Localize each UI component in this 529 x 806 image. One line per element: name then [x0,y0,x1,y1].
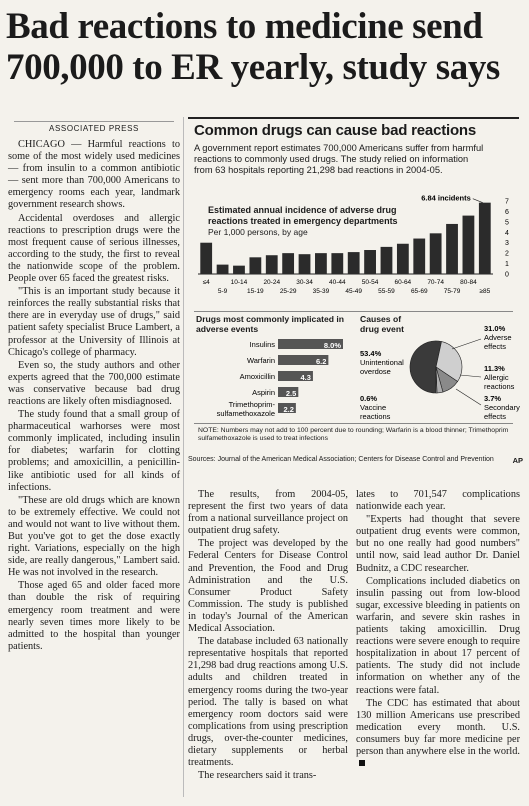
paragraph: The study found that a small group of pharmaceutical warhorses were most commonly implicated, including insulin for diabetes; warfarin for clotting problems; and amoxicillin, a penicillin-like antibiotic used for all kinds of infections. [8,409,180,493]
pie-slice-label: reactions [484,382,515,391]
headline-line-2: 700,000 to ER yearly, study says [6,47,500,88]
drug-label: sulfamethoxazole [216,409,275,418]
x-tick-label: 50-54 [361,279,379,286]
y-tick-label: 4 [505,229,509,237]
paragraph: CHICAGO — Harmful reactions to some of the most widely used medicines — from insulin to a common antibiotic — sent more than 700,000 Americans to emergency rooms each year, landmark government research shows. [8,139,180,211]
pie-slice-label: Secondary [484,403,520,412]
pie-slice-label: overdose [360,367,391,376]
pie-pct-label: 53.4% [360,349,382,358]
pie-slice-label: Adverse [484,333,512,342]
x-tick-label: 70-74 [427,279,444,286]
pie-slice-label: effects [484,412,506,421]
section-rule [194,423,513,424]
pie-slice-label: reactions [360,412,391,421]
bar-age-17 [479,203,491,274]
bar-age-4 [266,255,278,274]
x-tick-label: 5-9 [217,288,228,295]
y-tick-label: 6 [505,208,509,216]
bar-age-16 [463,216,475,274]
drug-value-label: 6.2 [315,357,327,366]
graphic-intro: A government report estimates 700,000 Americans suffer from harmful reactions to commonly used drugs. The study relied on information from 63 hospitals reporting 21,298 bad reactions in 2004-05. [194,143,484,175]
pie-leader [460,375,481,377]
x-tick-label: 40-44 [328,279,346,286]
drug-label: Warfarin [246,356,275,365]
drug-value-label: 4.3 [300,373,311,382]
y-tick-label: 0 [505,271,509,279]
y-tick-label: 3 [505,240,509,248]
pie-slice-label: Vaccine [360,403,387,412]
x-tick-label: 55-59 [378,288,395,295]
drugs-chart-title: Drugs most commonly implicated in adverse events [196,314,345,334]
y-tick-label: 7 [505,198,509,206]
pie-leader [452,339,481,349]
y-tick-label: 2 [505,250,509,258]
paragraph: "This is an important study because it reinforces the really substantial risks that there are in everyday use of drugs," said patient safety specialist Bruce Lambert, a professor at the University of Illinois at Chicago's college of pharmacy. [8,286,180,358]
paragraph: Even so, the study authors and other experts agreed that the 700,000 estimate was conservative because bad drug reactions are likely often misdiagnosed. [8,359,180,407]
pie-pct-label: 11.3% [484,364,505,373]
end-mark-icon [359,760,365,766]
paragraph-text: The CDC has estimated that about 130 million Americans use prescribed medication every month. U.S. consumers buy far more medicine per person than anywhere else in the world. [356,697,520,757]
pie-pct-label: 3.7% [484,394,502,403]
pie-slice-label: effects [484,342,506,351]
bar-age-3 [249,257,261,274]
paragraph: Accidental overdoses and allergic reactions to prescription drugs were the most frequent cause of serious illnesses, according to the study, the first to reveal the nationwide scope of the problem. People over 65 faced the greatest risks. [8,212,180,285]
bar-age-11 [381,247,393,274]
article-column-3 [356,489,520,771]
drug-label: Aspirin [252,388,275,397]
x-tick-label: 80-84 [460,279,477,286]
column-divider [183,117,184,797]
x-tick-label: 45-49 [345,288,363,295]
byline: ASSOCIATED PRESS [49,124,139,133]
headline [6,6,523,88]
drug-label: Insulins [249,340,275,349]
byline-rule [14,121,174,122]
pie-leader [456,389,481,405]
drug-label: Trimethoprim- [228,400,275,409]
x-tick-label: ≥85 [479,288,491,295]
pie-pct-label: 0.6% [360,394,378,403]
x-tick-label: 10-14 [230,279,248,286]
x-tick-label: 30-34 [296,279,313,286]
x-tick-label: 20-24 [263,279,281,286]
drug-label: Amoxicillin [239,372,275,381]
bar-age-13 [413,239,425,274]
graphic-credit: AP [512,456,523,465]
incidents-callout: 6.84 incidents [421,193,471,203]
drugs-chart [188,333,358,433]
paragraph [356,698,520,771]
causes-pie-chart [356,309,520,421]
x-tick-label: 15-19 [247,288,264,295]
bar-age-5 [282,253,294,274]
paragraph: The project was developed by the Federal Centers for Disease Control and Prevention, the Food and Drug Administration and the U.S. Consumer Product Safety Commission. The study is published in today's Journal of the American Medical Association. [188,538,348,635]
paragraph: Those aged 65 and older faced more than double the risk of requiring emergency room treatment and were nearly seven times more likely to be admitted to the hospital than younger patients. [8,580,180,652]
graphic-title: Common drugs can cause bad reactions [194,122,477,139]
x-tick-label: ≤4 [202,279,210,286]
drug-value-label: 8.0% [323,341,341,350]
x-tick-label: 75-79 [443,288,461,295]
x-tick-label: 35-39 [312,288,330,295]
y-tick-label: 5 [505,219,509,227]
bar-age-12 [397,244,409,274]
y-tick-label: 1 [505,261,509,269]
paragraph: "These are old drugs which are known to be extremely effective. We could not and would not want to live without them. But you've got to get the dose exactly right. Variations, especially on the high side, are really dangerous," Lambert said. He was not involved in the research. [8,494,180,579]
bar-age-0 [200,243,212,274]
bar-age-7 [315,253,327,274]
x-tick-label: 25-29 [279,288,297,295]
headline-line-1: Bad reactions to medicine send [6,6,483,47]
x-tick-label: 60-64 [394,279,412,286]
info-graphic [188,117,519,479]
paragraph: Complications included diabetics on insulin passing out from low-blood sugar, excessive bleeding in patients on warfarin, and severe skin rashes in patients taking amoxicillin. Drug reactions were severe enough to require hospitalization in about 17 percent of patients. The study did not include information on whether any of the reactions were fatal. [356,575,520,696]
drug-value-label: 2.2 [283,405,294,414]
bar-age-1 [217,265,229,274]
paragraph: "Experts had thought that severe outpatient drug events were common, but no one really had good numbers" until now, said lead author Dr. Daniel Budnitz, a CDC researcher. [356,514,520,574]
bar-age-8 [331,253,343,274]
pie-slice-label: Allergic [484,373,509,382]
paragraph: The results, from 2004-05, represent the first two years of data from a national surveillance project on outpatient drug safety. [188,489,348,537]
article-column-1 [8,139,180,654]
graphic-source: Sources: Journal of the American Medical Association; Centers for Disease Control and Prevention [188,456,494,463]
bar-age-2 [233,266,245,274]
bar-age-10 [364,250,376,274]
age-chart-title: Estimated annual incidence of adverse drug reactions treated in emergency departments [208,205,398,226]
pie-slice-label: Unintentional [360,358,404,367]
age-chart-subtitle: Per 1,000 persons, by age [208,227,308,237]
paragraph: The researchers said it trans- [198,770,317,782]
bar-age-14 [430,233,442,274]
paragraph: The database included 63 nationally representative hospitals that reported 21,298 bad drug reactions among U.S. adults and children treated in emergency rooms during the two-year period. The tally is based on what emergency room doctors said were complications from using prescription drugs, over-the-counter medicines, dietary supplements or herbal treatments. [188,636,348,769]
bar-age-6 [299,254,311,274]
causes-chart-title: Causes of drug event [360,314,404,334]
article-column-2 [188,489,348,783]
graphic-note: NOTE: Numbers may not add to 100 percent due to rounding; Warfarin is a blood thinner; Trimethoprim sulfamethoxazole is used to treat infections [198,427,509,442]
bar-age-15 [446,224,458,274]
pie-pct-label: 31.0% [484,324,506,333]
paragraph: lates to 701,547 complications nationwide each year. [356,489,520,513]
bar-age-9 [348,252,360,274]
drug-value-label: 2.5 [285,389,297,398]
x-tick-label: 65-69 [410,288,428,295]
callout-leader [473,199,483,203]
